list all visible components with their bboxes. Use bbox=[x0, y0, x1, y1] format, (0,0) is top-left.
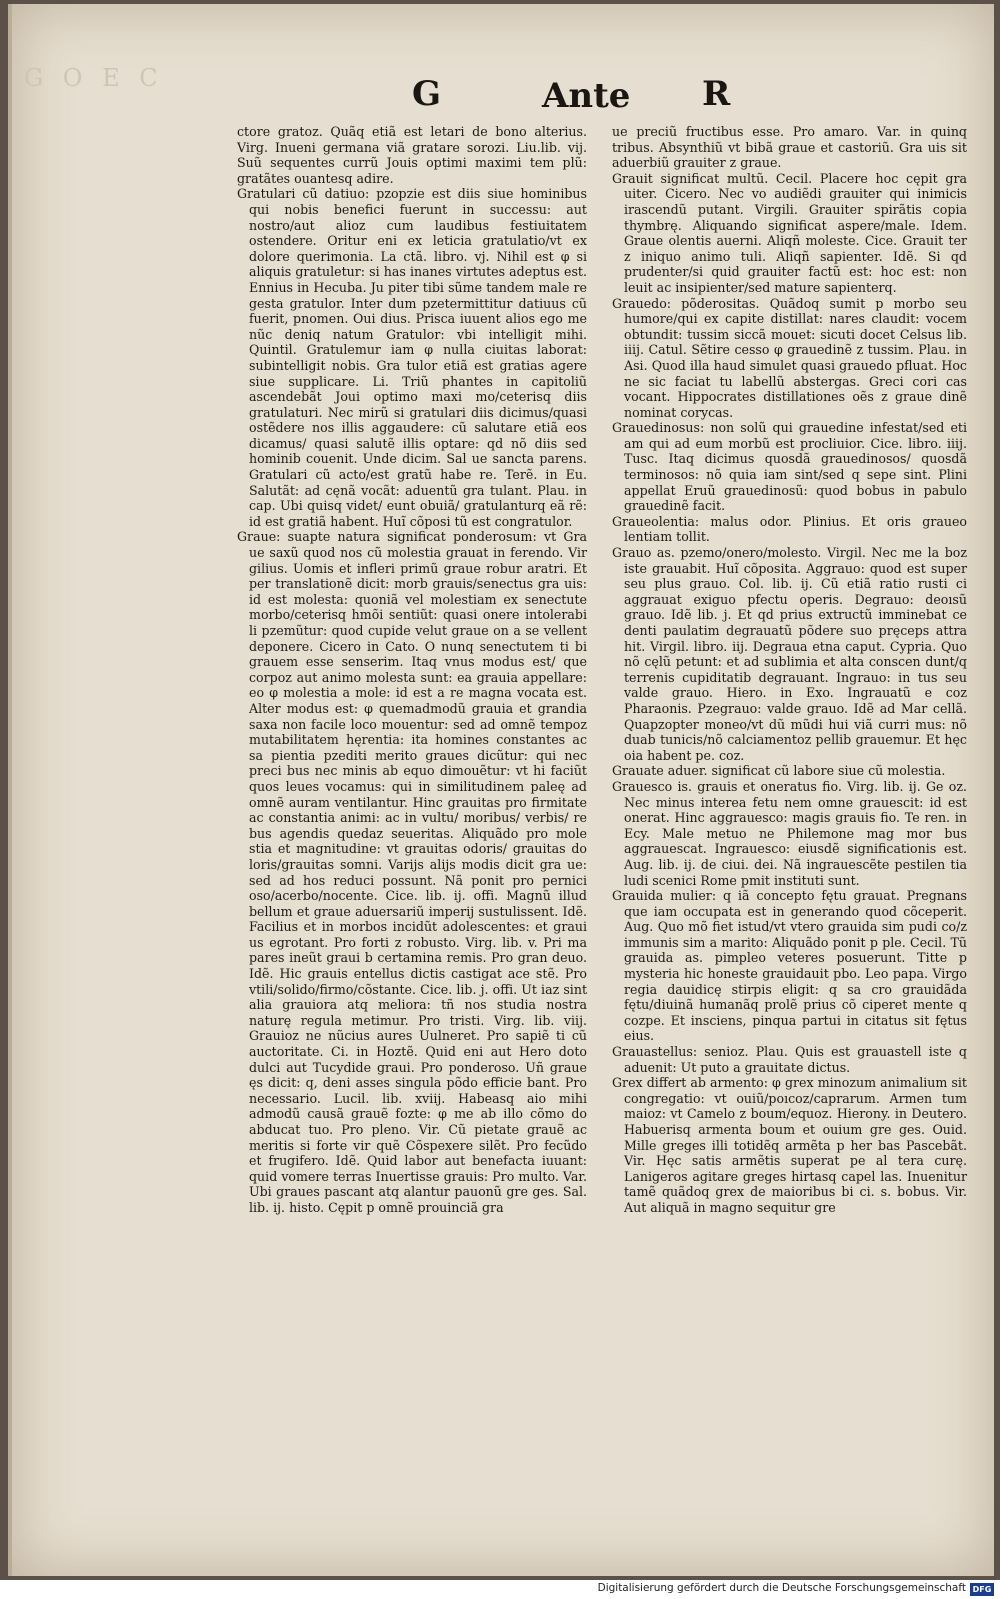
dictionary-entry: Graueolentia: malus odor. Plinius. Et oris graueo lentiam tollit. bbox=[612, 513, 967, 545]
header-left-letter: G bbox=[412, 74, 442, 114]
footer-bar bbox=[0, 1580, 1000, 1599]
right-column bbox=[612, 124, 967, 1216]
book-page bbox=[8, 4, 994, 1576]
dictionary-entry: Grauate aduer. significat cũ labore siue cũ molestia. bbox=[612, 763, 946, 779]
dictionary-entry: ctore gratoz. Quãq etiã est letari de bono alterius. Virg. Inueni germana viã gratare sorozi. Liu.lib. vij. Suũ sequentes currũ Jouis optimi maximi tem plũ: gratãtes ouantesq adire. bbox=[237, 124, 587, 186]
dictionary-entry: Grauedinosus: non solũ qui grauedine infestat/sed eti am qui ad eum morbũ est procliuior. Cice. libro. iiij. Tusc. Itaq dicimus quosdã grauedinosos/ quosdã terminosos: nõ quia iam sint/sed q sepe sint. Plini appellat Eruũ grauedinosũ: quod bobus in pabulo grauedinẽ facit. bbox=[612, 420, 967, 514]
header-title: Ante bbox=[542, 76, 631, 116]
running-header bbox=[412, 74, 752, 124]
left-column bbox=[237, 124, 587, 1216]
header-right-letter: R bbox=[702, 74, 731, 114]
dictionary-entry: ue preciũ fructibus esse. Pro amaro. Var. in quinq tribus. Absynthiũ vt bibã graue et castoriũ. Gra uis sit aduerbiũ grauiter z graue. bbox=[612, 124, 967, 171]
dictionary-entry: Grauesco is. grauis et oneratus fio. Virg. lib. ij. Ge oz. Nec minus interea fetu nem omne grauescit: id est onerat. Hinc aggrauesco: magis grauis fio. Te ren. in Ecy. Male metuo ne Philemone mag mor bus aggrauescat. Ingrauesco: eiusdẽ significationis est. Aug. lib. ij. de ciui. dei. Nã ingrauescẽte pestilen tia ludi scenici Rome pmit instituti sunt. bbox=[612, 778, 967, 888]
footer-credit: Digitalisierung gefördert durch die Deutsche Forschungsgemeinschaft bbox=[597, 1582, 966, 1594]
dictionary-entry: Grauida mulier: q iã concepto fętu grauat. Pregnans que iam occupata est in generando quod cõceperit. Aug. Quo mõ fiet istud/vt vtero grauida sim pudi co/z immunis sim a marito: Aliquãdo ponit p ple. Cecil. Tũ grauida as. pimpleo veteres posuerunt. Titte p mysteria hic honeste grauidauit pbo. Leo papa. Virgo regia dauidicę stirpis eligit: q sa cro grauidãda fętu/diuinã humanãq prolẽ prius cõ ciperet mente q cozpe. Et insciens, pinqua partui in citatus sit fętus eius. bbox=[612, 888, 967, 1044]
dictionary-entry: Grauedo: põderositas. Quãdoq sumit p morbo seu humore/qui ex capite distillat: nares claudit: vocem obtundit: tussim siccã mouet: sicuti docet Celsus lib. iiij. Catul. Sẽtire cesso φ grauedinẽ z tussim. Plau. in Asi. Quod illa haud simulet quasi grauedo pfluat. Hoc ne sic faciat tu labellũ abstergas. Greci cori cas vocant. Hippocrates distillationes oẽs z graue dinẽ nominat corycas. bbox=[612, 295, 967, 420]
dictionary-entry: Graue: suapte natura significat ponderosum: vt Gra ue saxũ quod nos cũ molestia grauat in ferendo. Vir gilius. Uomis et infleri primũ graue robur aratri. Et per translationẽ dicit: morb grauis/senectus gra uis: id est molesta: quoniã vel molestiam ex senectute morbo/ceterisq hmõi sentiũt: quasi onere intolerabi li pzemũtur: quod cupide velut graue on a se vellent deponere. Cicero in Cato. O nunq senectutem ti bi grauem esse senserim. Itaq vnus modus est/ que corpoz aut animo molesta sunt: ea grauia appellare: eo φ molestia a mole: id est a re magna vocata est. Alter modus est: φ quemadmodũ grauia et grandia saxa non facile loco mouentur: sed ad omnẽ tempoz mutabilitatem hęrentia: ita homines constantes ac sa pientia pzediti merito graues dicũtur: qui nec preci bus nec minis ab equo dimouẽtur: vt hi faciũt quos leues vocamus: qui in similitudinem paleę ad omnẽ auram ventilantur. Hinc grauitas pro firmitate ac constantia animi: ac in vultu/ moribus/ verbis/ re bus agendis quedaz seueritas. Aliquãdo pro mole stia et magnitudine: vt grauitas odoris/ grauitas do loris/grauitas somni. Varijs alijs modis dicit gra ue: sed ad hos reduci possunt. Nã ponit pro pernici oso/acerbo/nocente. Cice. lib. ij. offi. Magnũ illud bellum et graue aduersariũ imperij sustulissent. Idẽ. Facilius et in morbos incidũt adolescentes: et graui us egrotant. Pro forti z robusto. Virg. lib. v. Pri ma pares ineũt graui b certamina remis. Pro gran deuo. Idẽ. Hic grauis entellus dictis castigat ace stẽ. Pro vtili/solido/firmo/cõstante. Cice. lib. j. offi. Ut iaz sint alia grauiora atq meliora: tñ nos studia nostra naturę regula metimur. Pro tristi. Virg. lib. viij. Grauioz ne nũcius aures Uulneret. Pro sapiẽ ti cũ auctoritate. Ci. in Hoztẽ. Quid eni aut Hero doto dulci aut Tucydide graui. Pro ponderoso. Uñ graue ęs dicit: q, deni asses singula põdo efficie bant. Pro necessario. Lucil. lib. xviij. Habeasq aio mihi admodũ causã grauẽ fozte: φ me ab illo cõmo do abducat tuo. Pro pleno. Vir. Cũ pietate grauẽ ac meritis si forte vir quẽ Cõspexere silẽt. Pro fecũdo et frugifero. Idẽ. Quid labor aut benefacta iuuant: quid vomere terras Inuertisse grauis: Pro multo. Var. Ubi graues pascant atq alantur pauonũ gre ges. Sal. lib. ij. histo. Cępit p omnẽ prouinciã gra bbox=[237, 529, 587, 1215]
dictionary-entry: Grauo as. pzemo/onero/molesto. Virgil. Nec me la boz iste grauabit. Huĩ cõposita. Aggrauo: quod est super seu plus grauo. Col. lib. ij. Cũ etiã ratio rusti ci aggrauat exiguo pfectu operis. Degrauo: deoısũ grauo. Idẽ lib. j. Et qd prius extructũ imminebat ce denti paulatim degrauatũ põdere suo pręceps attra hit. Virgil. libro. iij. Degraua etna caput. Cypria. Quo nõ cęlũ petunt: et ad sublimia et alta conscen dunt/q terrenis cupiditatib degrauant. Ingrauo: in tus seu valde grauo. Hiero. in Exo. Ingrauatũ e coz Pharaonis. Pzegrauo: valde grauo. Idẽ ad Mar cellã. Quapzopter moneo/vt dũ mũdi hui viã curri mus: nõ duab tunicis/nõ calciamentoz pellib grauemur. Et hęc oia habent pe. coz. bbox=[612, 545, 967, 763]
dictionary-entry: Grauastellus: senioz. Plau. Quis est grauastell iste q aduenit: Ut puto a grauitate dictus. bbox=[612, 1044, 967, 1075]
dictionary-entry: Gratulari cũ datiuo: pzopzie est diis siue hominibus qui nobis benefici fuerunt in successu: aut nostro/aut alioz cum laudibus festiuitatem ostendere. Oritur eni ex leticia gratulatio/vt ex dolore querimonia. La ctã. libro. vj. Nihil est φ si aliquis gratuletur: si has inanes virtutes adeptus est. Ennius in Hecuba. Ju piter tibi sũme tandem male re gesta gratulor. Inter dum pzetermittitur datiuus cũ fuerit, pnomen. Oui dius. Prisca iuuent alios ego me nũc deniq natum Gratulor: vbi intelligit mihi. Quintil. Gratulemur iam φ nulla ciuitas laborat: subintelligit nobis. Gra tulor etiã est gratias agere siue supplicare. Li. Triũ phantes in capitoliũ ascendebãt Joui optimo maxi mo/ceterisq diis gratulaturi. Nec mirũ si gratulari diis dicimus/quasi ostẽdere nos illis aggaudere: cũ salutare etiã eos dicamus/ quasi salutẽ illis optare: qd nõ diis sed hominib couenit. Unde dicim. Sal ue sancta parens. Gratulari cũ acto/est gratũ habe re. Terẽ. in Eu. Salutãt: ad cęnã vocãt: aduentũ gra tulant. Plau. in cap. Ubi quisq videt/ eunt obuiã/ gratulanturq eã rẽ: id est gratiã habent. Huĩ cõposi tũ est congratulor. bbox=[237, 186, 587, 529]
dictionary-entry: Grauit significat multũ. Cecil. Placere hoc cępit gra uiter. Cicero. Nec vo audiẽdi grauiter qui inimicis irascendũ putant. Virgili. Grauiter spirãtis copia thymbrę. Aliquando significat aspere/male. Idem. Graue olentis auerni. Aliqñ moleste. Cice. Grauit ter z iniquo animo tuli. Aliqñ sapienter. Idẽ. Si qd prudenter/si quid grauiter factũ est: hoc est: non leuit ac insipienter/sed mature sapienterq. bbox=[612, 170, 967, 295]
dfg-logo-icon: DFG bbox=[970, 1583, 994, 1596]
dictionary-entry: Grex differt ab armento: φ grex minozum animalium sit congregatio: vt ouiũ/poıcoz/caprarum. Armen tum maioz: vt Camelo z boum/equoz. Hierony. in Deutero. Habuerisq armenta boum et ouium gre ges. Ouid. Mille greges illi totidẽq armẽta p her bas Pascebãt. Vir. Hęc satis armẽtis superat pe al tera curę. Lanigeros agitare greges hirtasq capel las. Inuenitur tamẽ quãdoq grex de maioribus bi ci. s. bobus. Vir. Aut aliquã in magno sequitur gre bbox=[612, 1075, 967, 1215]
bleed-through-text: G O E C bbox=[24, 64, 164, 92]
